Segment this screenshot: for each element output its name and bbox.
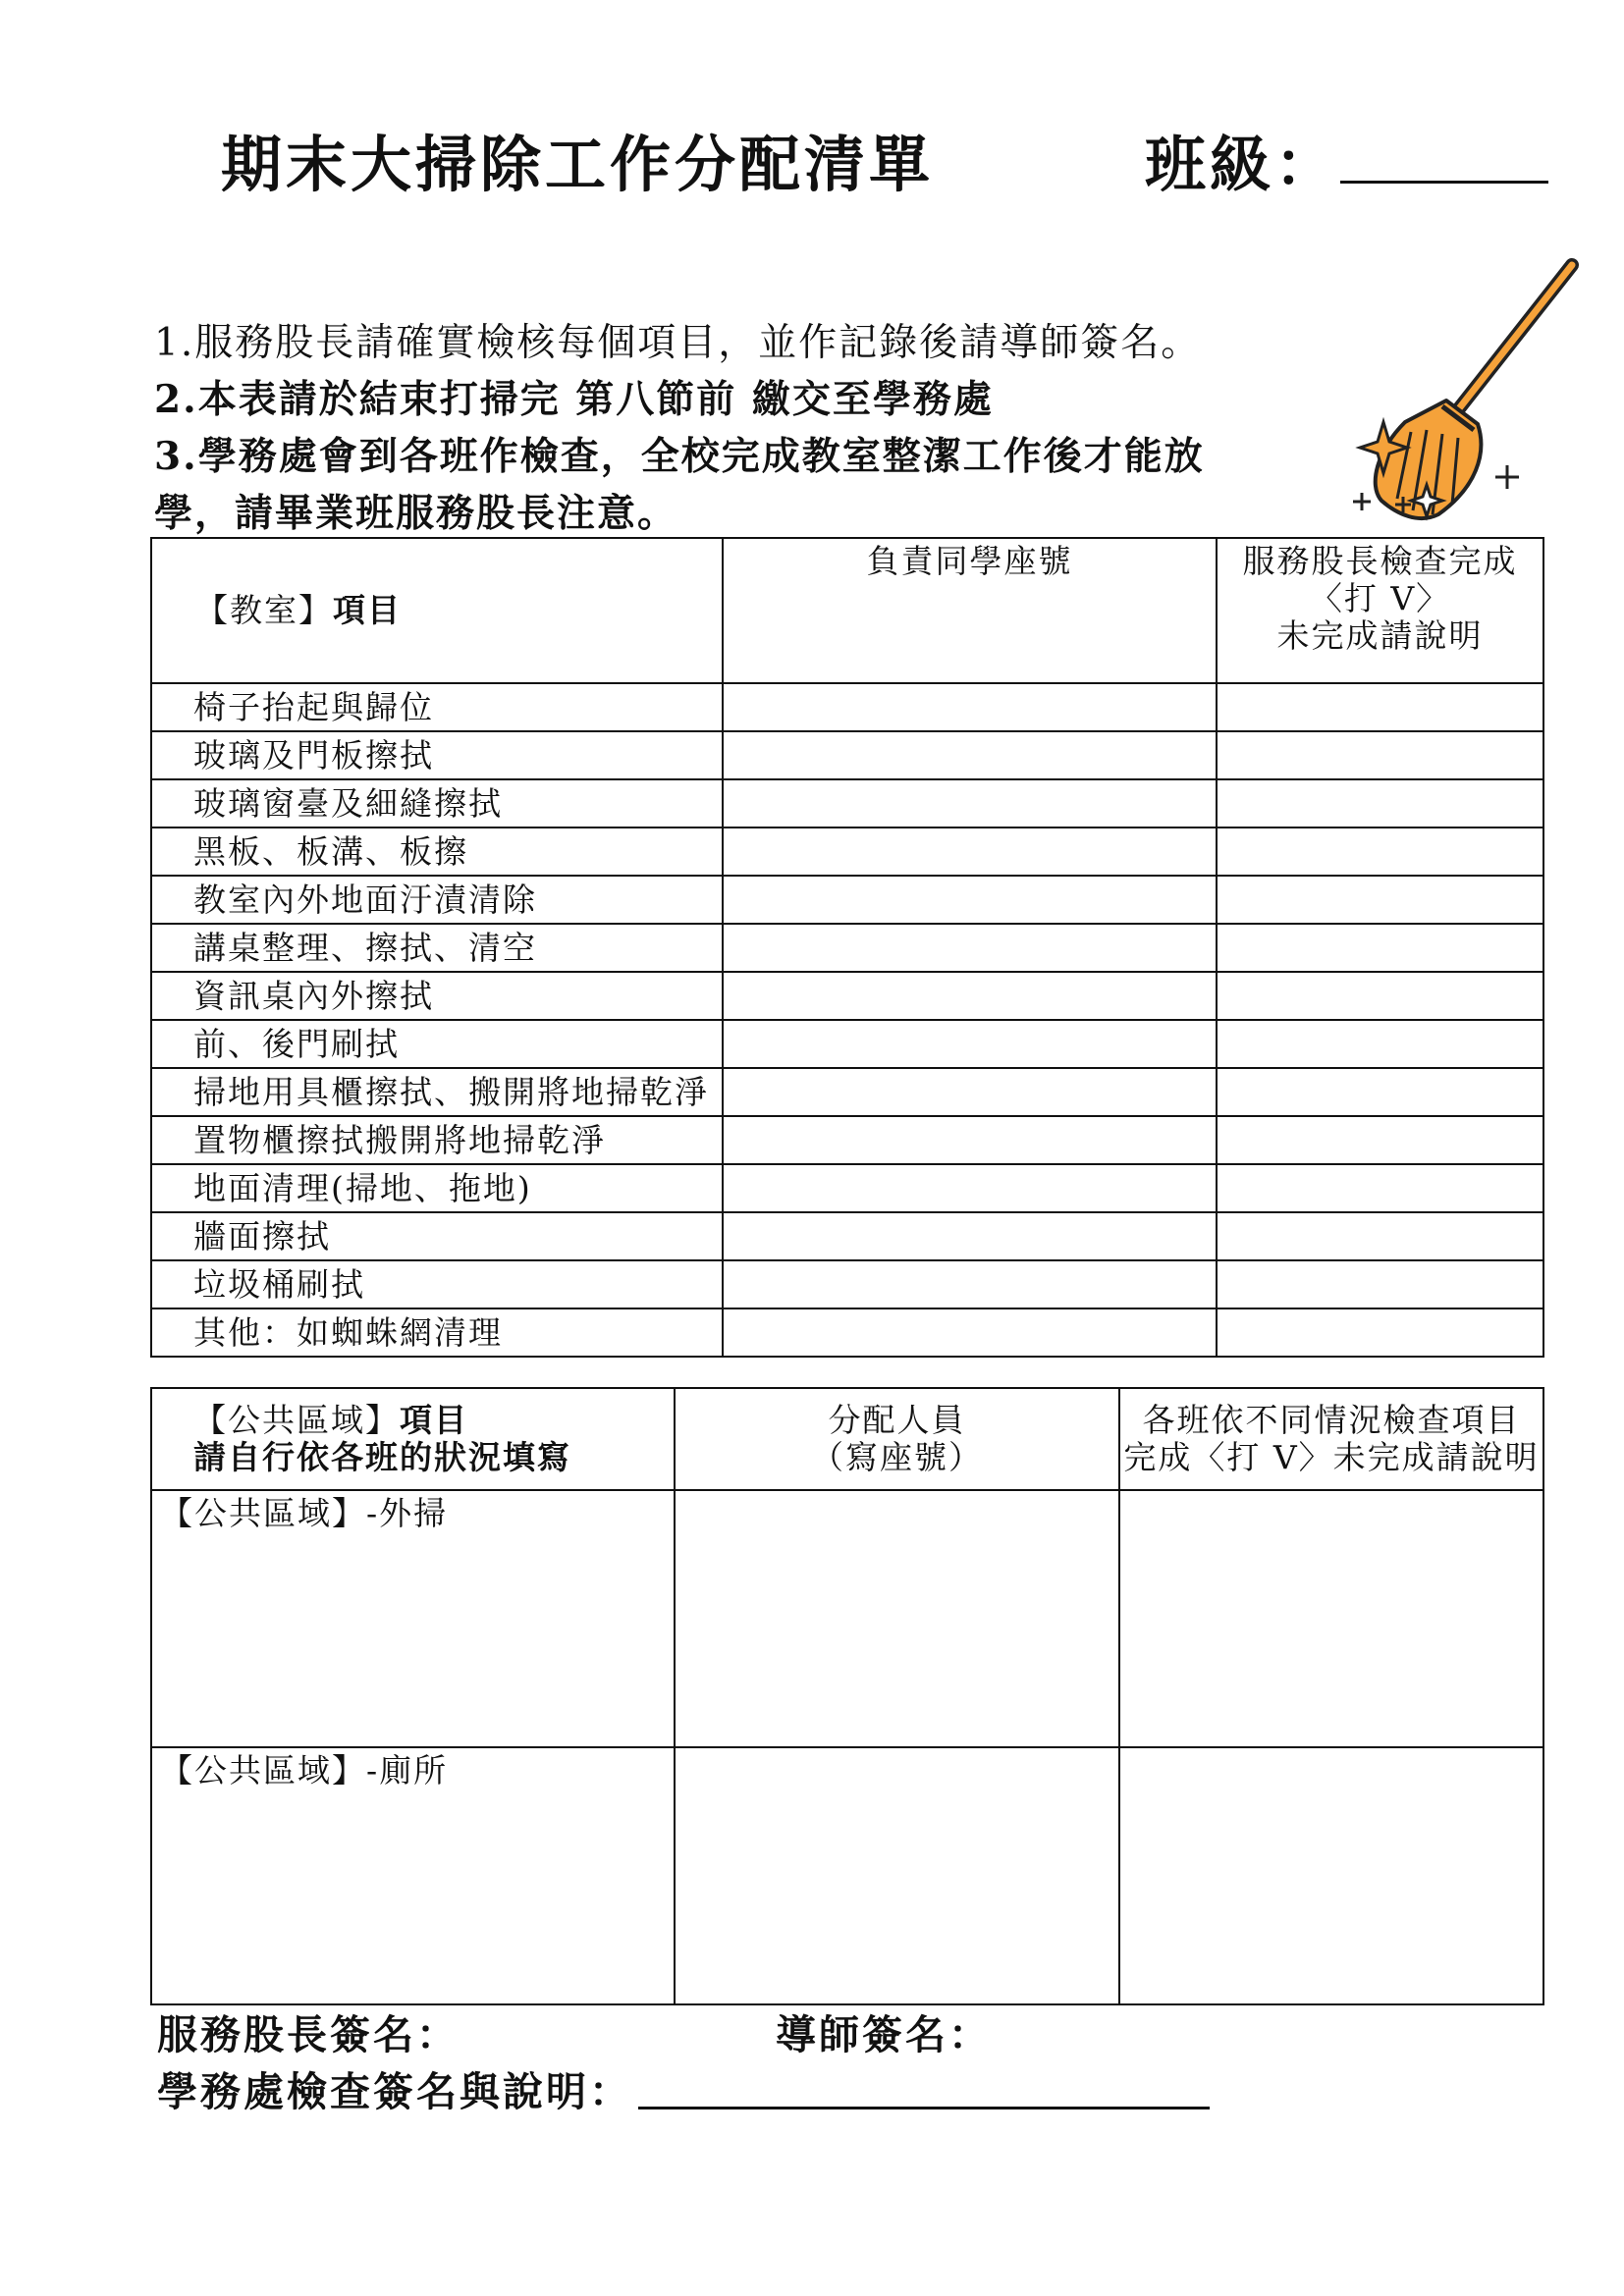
classroom-header-item — [151, 538, 723, 683]
public-header-bracket: 【公共區域】 — [193, 1401, 400, 1440]
table-row — [151, 876, 1543, 924]
leader-signature-label: 服務股長簽名： — [157, 2011, 460, 2058]
check-header-line-3: 未完成請說明 — [1276, 615, 1484, 655]
check-cell[interactable] — [1217, 972, 1543, 1020]
table-row — [151, 1490, 1543, 1747]
chore-item-label: 前、後門刷拭 — [151, 1020, 723, 1068]
student-number-cell[interactable] — [723, 972, 1217, 1020]
classroom-header-check — [1217, 538, 1543, 683]
student-number-cell[interactable] — [723, 683, 1217, 731]
check-cell[interactable] — [1217, 1212, 1543, 1260]
public-header-check — [1119, 1388, 1543, 1490]
table-row — [151, 1308, 1543, 1357]
check-cell[interactable] — [1217, 779, 1543, 828]
office-signature-label: 學務處檢查簽名與說明： — [157, 2068, 632, 2115]
check-cell[interactable] — [1217, 1308, 1543, 1357]
check-cell[interactable] — [1217, 683, 1543, 731]
public-header-assigned — [675, 1388, 1119, 1490]
public-check-header-line-2: 完成〈打 V〉未完成請說明 — [1123, 1438, 1540, 1476]
chore-item-label: 講桌整理、擦拭、清空 — [151, 924, 723, 972]
chore-item-label: 垃圾桶刷拭 — [151, 1260, 723, 1308]
public-area-table — [150, 1387, 1544, 2005]
table-row — [151, 1260, 1543, 1308]
public-check-header-line-1: 各班依不同情況檢查項目 — [1142, 1401, 1521, 1440]
instruction-2: 2.本表請於結束打掃完 第八節前 繳交至學務處 — [154, 377, 994, 422]
chore-item-label: 玻璃及門板擦拭 — [151, 731, 723, 779]
chore-item-label: 椅子抬起與歸位 — [151, 683, 723, 731]
table-row — [151, 1116, 1543, 1164]
student-number-cell[interactable] — [723, 1260, 1217, 1308]
classroom-table-header — [151, 538, 1543, 683]
classroom-header-student: 負責同學座號 — [723, 538, 1217, 683]
teacher-signature-label: 導師簽名： — [776, 2011, 992, 2058]
broom-icon — [1340, 257, 1586, 534]
instruction-3: 3.學務處會到各班作檢查，全校完成教室整潔工作後才能放 — [154, 434, 1205, 479]
assigned-header-line-1: 分配人員 — [828, 1401, 966, 1440]
check-header-line-1: 服務股長檢查完成 — [1242, 542, 1518, 580]
table-row — [151, 1212, 1543, 1260]
chore-item-label: 教室內外地面汙漬清除 — [151, 876, 723, 924]
table-row — [151, 828, 1543, 876]
chore-item-label: 黑板、板溝、板擦 — [151, 828, 723, 876]
check-header-line-2: 〈打 V〉 — [1309, 578, 1451, 617]
public-area-outdoor-label: 【公共區域】-外掃 — [151, 1490, 675, 1747]
office-signature-line[interactable] — [638, 2107, 1210, 2109]
student-number-cell[interactable] — [723, 924, 1217, 972]
student-number-cell[interactable] — [723, 1116, 1217, 1164]
student-number-cell[interactable] — [723, 1212, 1217, 1260]
table-row — [151, 1068, 1543, 1116]
table-row — [151, 731, 1543, 779]
student-number-cell[interactable] — [723, 1164, 1217, 1212]
assigned-members-cell[interactable] — [675, 1747, 1119, 2004]
check-cell[interactable] — [1217, 731, 1543, 779]
check-cell[interactable] — [1217, 828, 1543, 876]
check-cell[interactable] — [1217, 1116, 1543, 1164]
table-row — [151, 972, 1543, 1020]
chore-item-label: 置物櫃擦拭搬開將地掃乾淨 — [151, 1116, 723, 1164]
public-header-item-label: 項目 — [400, 1401, 468, 1440]
chore-item-label: 牆面擦拭 — [151, 1212, 723, 1260]
chore-item-label: 玻璃窗臺及細縫擦拭 — [151, 779, 723, 828]
check-cell[interactable] — [1217, 1164, 1543, 1212]
table-row — [151, 779, 1543, 828]
check-cell[interactable] — [1217, 1068, 1543, 1116]
student-number-cell[interactable] — [723, 876, 1217, 924]
chore-item-label: 資訊桌內外擦拭 — [151, 972, 723, 1020]
public-header-item — [151, 1388, 675, 1490]
public-header-subtitle: 請自行依各班的狀況填寫 — [193, 1438, 571, 1476]
page-title: 期末大掃除工作分配清單 — [221, 129, 935, 200]
chore-item-label: 掃地用具櫃擦拭、搬開將地掃乾淨 — [151, 1068, 723, 1116]
public-table-header — [151, 1388, 1543, 1490]
classroom-header-bracket: 【教室】 — [195, 591, 333, 630]
instruction-3-continued: 學，請畢業班服務股長注意。 — [154, 491, 678, 536]
table-row — [151, 924, 1543, 972]
student-number-cell[interactable] — [723, 731, 1217, 779]
check-cell[interactable] — [1217, 1020, 1543, 1068]
table-row — [151, 1164, 1543, 1212]
table-row — [151, 1020, 1543, 1068]
instruction-1: 1.服務股長請確實檢核每個項目，並作記錄後請導師簽名。 — [154, 321, 1202, 365]
student-number-cell[interactable] — [723, 1308, 1217, 1357]
class-label: 班級： — [1145, 129, 1340, 200]
student-number-cell[interactable] — [723, 779, 1217, 828]
chore-item-label: 地面清理(掃地、拖地) — [151, 1164, 723, 1212]
table-row — [151, 683, 1543, 731]
public-area-restroom-label: 【公共區域】-廁所 — [151, 1747, 675, 2004]
check-cell[interactable] — [1217, 924, 1543, 972]
public-check-cell[interactable] — [1119, 1747, 1543, 2004]
student-number-cell[interactable] — [723, 828, 1217, 876]
classroom-header-item-label: 項目 — [333, 591, 402, 630]
table-row — [151, 1747, 1543, 2004]
student-number-cell[interactable] — [723, 1020, 1217, 1068]
assigned-header-line-2: （寫座號） — [811, 1438, 983, 1476]
check-cell[interactable] — [1217, 876, 1543, 924]
assigned-members-cell[interactable] — [675, 1490, 1119, 1747]
chore-item-label: 其他：如蜘蛛網清理 — [151, 1308, 723, 1357]
public-check-cell[interactable] — [1119, 1490, 1543, 1747]
class-input-line[interactable] — [1340, 181, 1548, 184]
student-number-cell[interactable] — [723, 1068, 1217, 1116]
check-cell[interactable] — [1217, 1260, 1543, 1308]
classroom-checklist-table — [150, 537, 1544, 1358]
